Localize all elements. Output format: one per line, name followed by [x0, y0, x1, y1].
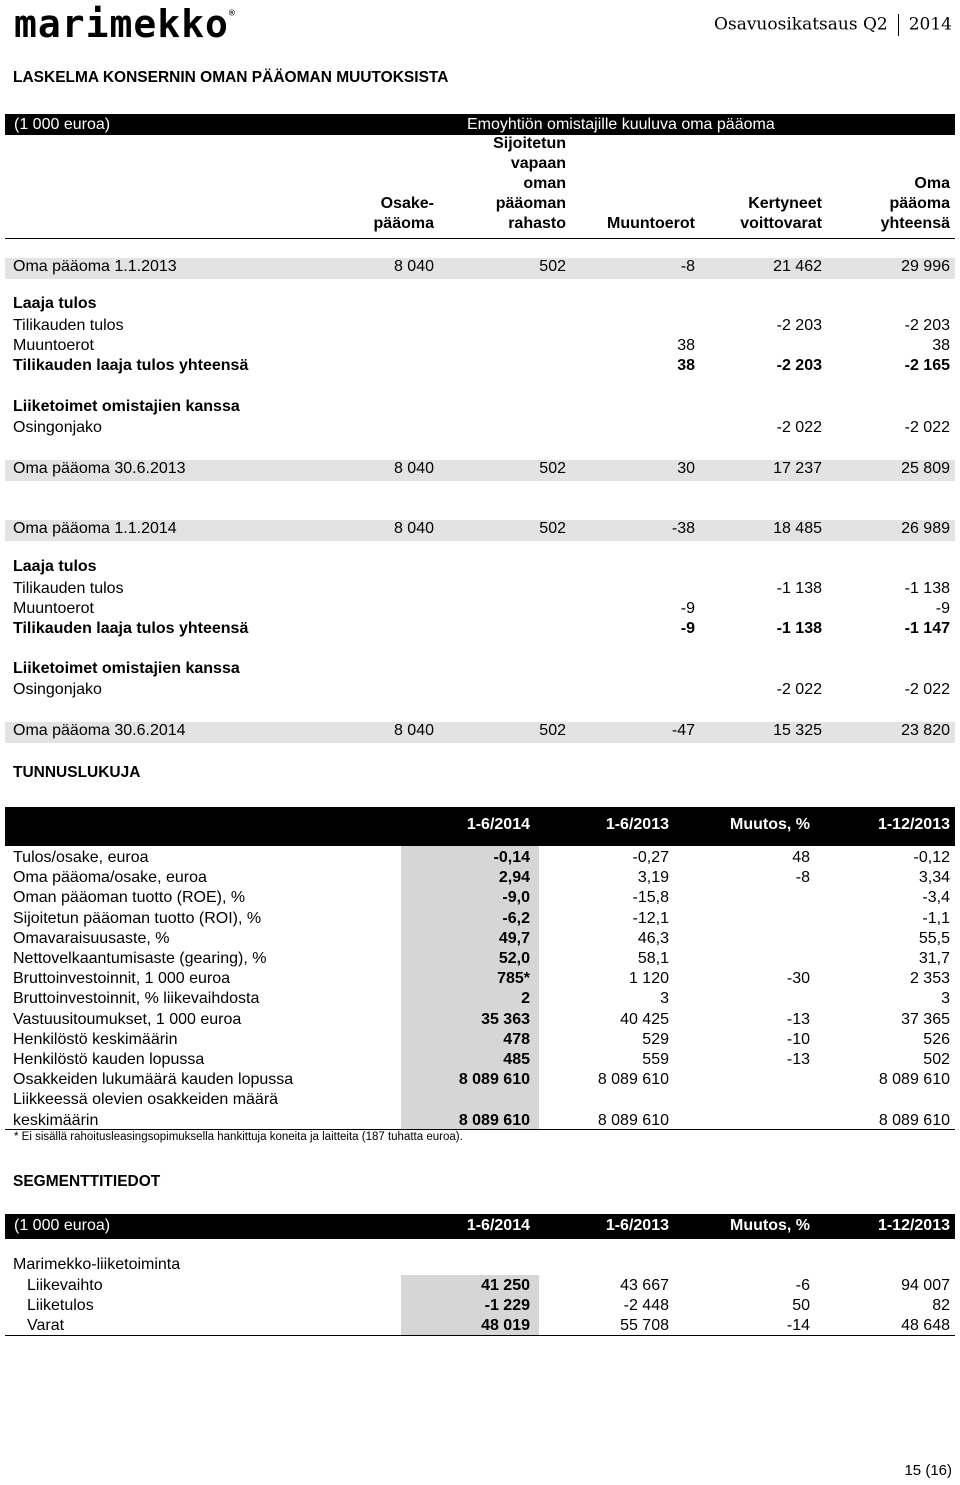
table-row — [5, 419, 955, 439]
kpi-header-col3: Muutos, % — [730, 816, 810, 833]
cell-value: 55 708 — [620, 1317, 669, 1334]
row-label: Vastuusitoumukset, 1 000 euroa — [13, 1010, 242, 1028]
divider — [5, 1238, 955, 1239]
cell-value: 478 — [503, 1030, 530, 1048]
table-row — [5, 1317, 955, 1337]
cell-value: 8 089 610 — [597, 1071, 669, 1089]
cell-value: 8 089 610 — [878, 1111, 950, 1129]
cell-value: 41 250 — [481, 1277, 530, 1294]
cell-value: -2 203 — [776, 357, 822, 374]
cell-value: 8 089 610 — [458, 1111, 530, 1129]
cell-value: -6,2 — [502, 909, 530, 927]
table-row — [5, 849, 955, 869]
cell-value: -2 022 — [776, 681, 822, 698]
table-row — [5, 460, 955, 481]
unit-label: (1 000 euroa) — [14, 116, 111, 133]
segment-header-bar — [5, 1214, 955, 1238]
row-label: Muuntoerot — [13, 600, 94, 617]
cell-value: -9,0 — [502, 889, 530, 907]
cell-value: 82 — [932, 1297, 950, 1314]
segment-header-col2: 1-6/2013 — [605, 1217, 669, 1234]
table-row — [5, 337, 955, 357]
row-label: Oma pääoma/osake, euroa — [13, 869, 207, 887]
table-row — [5, 1277, 955, 1297]
equity-header-bar — [5, 114, 955, 135]
cell-value: -1 138 — [776, 620, 822, 637]
cell-value: -2 165 — [904, 357, 950, 374]
table-row — [5, 681, 955, 701]
row-label: Liiketoimet omistajien kanssa — [13, 398, 240, 415]
row-label: Liikevaihto — [27, 1277, 103, 1294]
cell-value: -3,4 — [922, 889, 950, 907]
cell-value: 30 — [677, 460, 695, 477]
cell-value: 48 — [792, 849, 810, 866]
cell-value: -10 — [786, 1030, 810, 1048]
cell-value: 29 996 — [901, 258, 950, 275]
kpi-header-col2: 1-6/2013 — [605, 816, 669, 833]
cell-value: 526 — [923, 1030, 950, 1048]
cell-value: 26 989 — [901, 520, 950, 537]
cell-value: 559 — [642, 1051, 669, 1068]
cell-value: -9 — [680, 620, 695, 637]
row-label: Varat — [27, 1317, 65, 1334]
kpi-header-col4: 1-12/2013 — [877, 816, 950, 833]
segment-header-col1: 1-6/2014 — [466, 1217, 530, 1234]
cell-value: -12,1 — [632, 909, 669, 927]
cell-value: -0,12 — [913, 849, 950, 866]
table-row — [5, 910, 955, 930]
table-row — [5, 398, 955, 418]
row-label: Henkilöstö keskimäärin — [13, 1030, 178, 1048]
table-row — [5, 1011, 955, 1031]
row-label: Bruttoinvestoinnit, 1 000 euroa — [13, 970, 231, 988]
cell-value: 502 — [539, 520, 566, 537]
cell-value: -8 — [795, 869, 810, 887]
cell-value: -13 — [786, 1051, 810, 1068]
row-label: Omavaraisuusaste, % — [13, 929, 170, 947]
cell-value: 8 089 610 — [458, 1071, 530, 1089]
cell-value: 25 809 — [901, 460, 950, 477]
cell-value: -2 448 — [623, 1297, 669, 1314]
table-row — [5, 317, 955, 337]
row-label: Bruttoinvestoinnit, % liikevaihdosta — [13, 990, 260, 1008]
col-header-kertyneet: Kertyneet voittovarat — [740, 195, 822, 232]
kpi-header-bar — [5, 807, 955, 846]
cell-value: 43 667 — [620, 1277, 669, 1294]
cell-value: 785* — [497, 970, 530, 988]
cell-value: -9 — [680, 600, 695, 617]
cell-value: 2 353 — [909, 970, 950, 988]
cell-value: 8 040 — [393, 520, 434, 537]
divider — [5, 1335, 955, 1336]
table-row — [5, 1071, 955, 1091]
cell-value: 50 — [792, 1297, 810, 1314]
table-row — [5, 660, 955, 680]
title-divider — [898, 14, 899, 36]
cell-value: 18 485 — [773, 520, 822, 537]
segment-group-label: Marimekko-liiketoiminta — [13, 1256, 181, 1273]
cell-value: 8 089 610 — [878, 1071, 950, 1089]
kpi-header-col1: 1-6/2014 — [466, 816, 530, 833]
table-row — [5, 620, 955, 640]
cell-value: 15 325 — [773, 722, 822, 739]
table-row — [5, 600, 955, 620]
cell-value: 94 007 — [901, 1277, 950, 1294]
cell-value: 31,7 — [918, 950, 950, 967]
cell-value: -2 022 — [904, 419, 950, 436]
cell-value: -6 — [795, 1277, 810, 1294]
cell-value: 23 820 — [901, 722, 950, 739]
cell-value: -2 022 — [904, 681, 950, 698]
cell-value: -0,14 — [493, 849, 530, 866]
row-label: Oman pääoman tuotto (ROE), % — [13, 889, 246, 907]
row-label: Nettovelkaantumisaste (gearing), % — [13, 950, 267, 967]
company-logo: marimekko® — [14, 2, 236, 46]
table-row — [5, 950, 955, 970]
equity-column-headers — [5, 135, 955, 237]
cell-value: 58,1 — [637, 950, 669, 967]
cell-value: 8 040 — [393, 258, 434, 275]
cell-value: 8 089 610 — [597, 1111, 669, 1129]
table-row — [5, 580, 955, 600]
cell-value: -2 203 — [904, 317, 950, 334]
row-label: Muuntoerot — [13, 337, 94, 354]
segment-header-col3: Muutos, % — [730, 1217, 810, 1234]
table-row — [5, 1031, 955, 1051]
table-row — [5, 558, 955, 578]
unit-label: (1 000 euroa) — [14, 1217, 111, 1234]
row-label: Osingonjako — [13, 681, 102, 698]
divider — [5, 1129, 955, 1130]
cell-value: -30 — [786, 970, 810, 988]
cell-value: 529 — [642, 1030, 669, 1048]
table-row — [5, 722, 955, 743]
table-row — [5, 1051, 955, 1071]
table-row — [5, 520, 955, 541]
cell-value: 21 462 — [773, 258, 822, 275]
cell-value: -14 — [786, 1317, 810, 1334]
table-row — [5, 970, 955, 990]
row-label: Sijoitetun pääoman tuotto (ROI), % — [13, 909, 262, 927]
cell-value: -1 138 — [904, 580, 950, 597]
segment-title: SEGMENTTITIEDOT — [13, 1173, 161, 1190]
table-row — [5, 869, 955, 889]
row-label: Liiketoimet omistajien kanssa — [13, 660, 240, 677]
row-label: Laaja tulos — [13, 558, 97, 575]
cell-value: 2,94 — [498, 869, 530, 887]
table-row — [5, 357, 955, 377]
divider — [5, 238, 955, 239]
page-number: 15 (16) — [904, 1462, 952, 1479]
col-header-osakepaaoma: Osake- pääoma — [373, 195, 434, 232]
cell-value: 40 425 — [620, 1010, 669, 1028]
report-title: Osavuosikatsaus Q2 2014 — [714, 14, 952, 35]
cell-value: -8 — [680, 258, 695, 275]
cell-value: 485 — [503, 1051, 530, 1068]
cell-value: 35 363 — [481, 1010, 530, 1028]
cell-value: 38 — [932, 337, 950, 354]
cell-value: -0,27 — [632, 849, 669, 866]
table-row — [5, 889, 955, 909]
row-label: Liiketulos — [27, 1297, 94, 1314]
row-label: Laaja tulos — [13, 295, 97, 312]
cell-value: -15,8 — [632, 889, 669, 907]
table-row — [5, 1091, 955, 1111]
row-label: Liikkeessä olevien osakkeiden määrä — [13, 1091, 279, 1109]
cell-value: 46,3 — [637, 929, 669, 947]
cell-value: 1 120 — [628, 970, 669, 988]
cell-value: 38 — [677, 357, 695, 374]
cell-value: -47 — [671, 722, 695, 739]
row-label: Oma pääoma 30.6.2014 — [13, 722, 186, 739]
cell-value: 3,34 — [918, 869, 950, 887]
equity-title: LASKELMA KONSERNIN OMAN PÄÄOMAN MUUTOKSISTA — [13, 69, 449, 86]
cell-value: 502 — [539, 258, 566, 275]
row-label: Oma pääoma 1.1.2014 — [13, 520, 177, 537]
cell-value: 3 — [941, 990, 950, 1008]
cell-value: 2 — [521, 990, 530, 1008]
col-header-muuntoerot: Muuntoerot — [607, 215, 695, 232]
row-label: Osakkeiden lukumäärä kauden lopussa — [13, 1071, 294, 1089]
cell-value: -1 147 — [904, 620, 950, 637]
cell-value: 52,0 — [498, 950, 530, 967]
row-label: Tilikauden tulos — [13, 580, 124, 597]
row-label: Tilikauden laaja tulos yhteensä — [13, 357, 249, 374]
cell-value: -2 203 — [776, 317, 822, 334]
kpi-title: TUNNUSLUKUJA — [13, 764, 141, 781]
row-label: Tilikauden tulos — [13, 317, 124, 334]
row-label: Oma pääoma 1.1.2013 — [13, 258, 177, 275]
row-label: keskimäärin — [13, 1111, 99, 1129]
row-label: Osingonjako — [13, 419, 102, 436]
cell-value: -9 — [935, 600, 950, 617]
cell-value: 3,19 — [637, 869, 669, 887]
segment-header-col4: 1-12/2013 — [877, 1217, 950, 1234]
cell-value: -1,1 — [922, 909, 950, 927]
table-row — [5, 258, 955, 279]
cell-value: 3 — [660, 990, 669, 1008]
cell-value: 502 — [539, 460, 566, 477]
cell-value: 502 — [539, 722, 566, 739]
table-row — [5, 990, 955, 1010]
cell-value: 55,5 — [918, 929, 950, 947]
cell-value: 48 648 — [901, 1317, 950, 1334]
cell-value: -1 138 — [776, 580, 822, 597]
cell-value: 8 040 — [393, 460, 434, 477]
cell-value: 38 — [677, 337, 695, 354]
col-header-svop: Sijoitetun vapaan oman pääoman rahasto — [493, 135, 566, 232]
cell-value: 8 040 — [393, 722, 434, 739]
col-header-yhteensa: Oma pääoma yhteensä — [880, 175, 950, 232]
cell-value: 49,7 — [498, 929, 530, 947]
cell-value: -38 — [671, 520, 695, 537]
group-header: Emoyhtiön omistajille kuuluva oma pääoma — [467, 116, 775, 133]
footnote: * Ei sisällä rahoitusleasingsopimuksella hankittuja koneita ja laitteita (187 tuhatta euroa). — [14, 1131, 463, 1143]
cell-value: 17 237 — [773, 460, 822, 477]
table-row — [5, 1297, 955, 1317]
table-row — [5, 930, 955, 950]
cell-value: 502 — [923, 1051, 950, 1068]
cell-value: 37 365 — [901, 1010, 950, 1028]
row-label: Henkilöstö kauden lopussa — [13, 1051, 205, 1068]
row-label: Tulos/osake, euroa — [13, 849, 149, 866]
cell-value: -2 022 — [776, 419, 822, 436]
table-row — [5, 295, 955, 315]
row-label: Tilikauden laaja tulos yhteensä — [13, 620, 249, 637]
cell-value: 48 019 — [481, 1317, 530, 1334]
cell-value: -13 — [786, 1010, 810, 1028]
cell-value: -1 229 — [484, 1297, 530, 1314]
row-label: Oma pääoma 30.6.2013 — [13, 460, 186, 477]
